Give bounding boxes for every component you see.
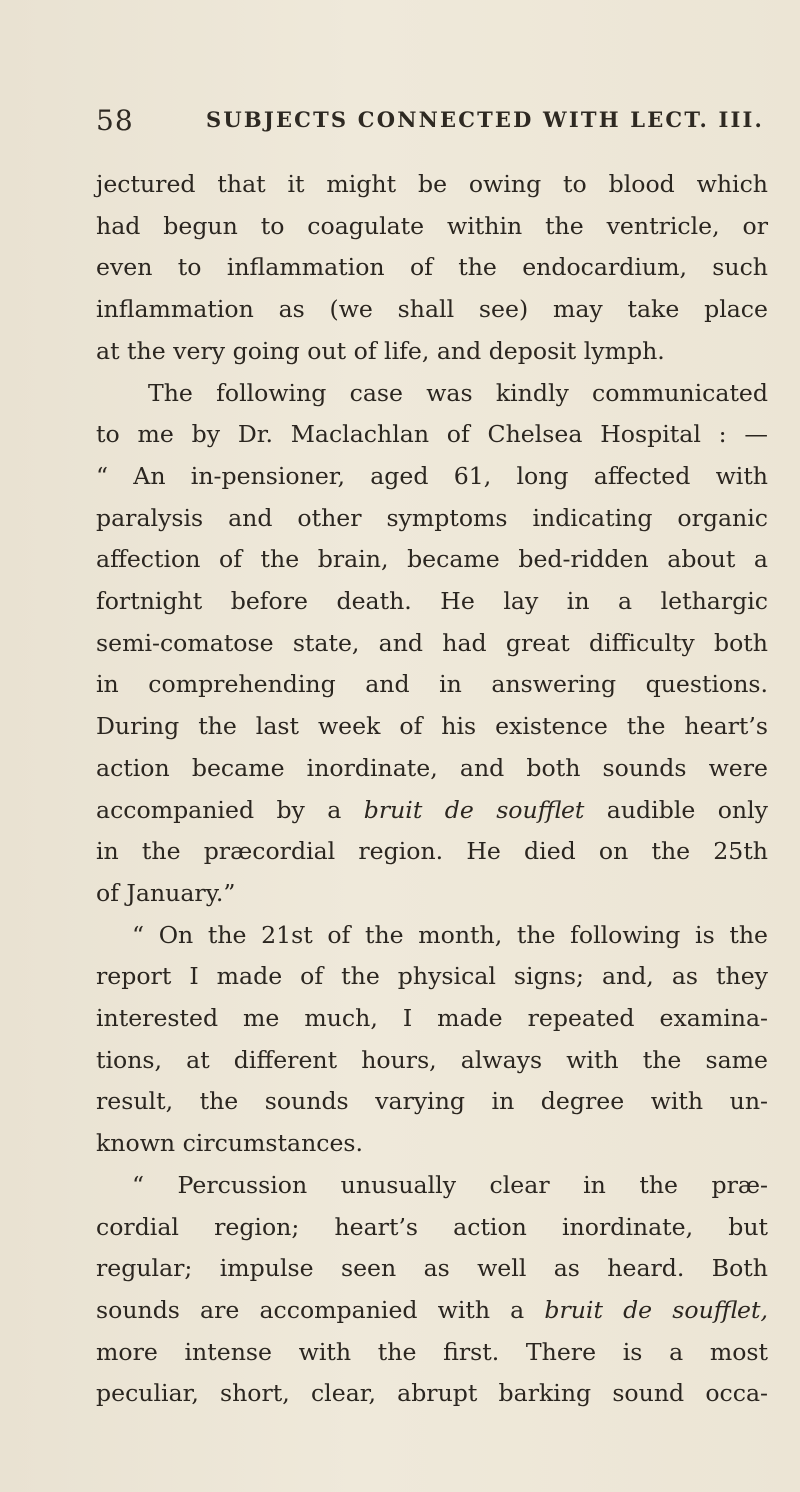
text-line: “ Percussion unusually clear in the præ- — [132, 1170, 768, 1199]
body-text — [96, 164, 768, 1415]
text-line: inflammation as (we shall see) may take place — [96, 295, 768, 324]
text-line: known circumstances. — [96, 1129, 364, 1158]
text-line: at the very going out of life, and deposit lymph. — [96, 336, 665, 365]
text-line: fortnight before death. He lay in a lethargic — [96, 587, 768, 616]
text-line: peculiar, short, clear, abrupt barking sound occa- — [96, 1379, 768, 1408]
text-line: to me by Dr. Maclachlan of Chelsea Hospital : — — [96, 420, 768, 449]
text-line: affection of the brain, became bed-ridden about a — [96, 545, 768, 574]
text-line: even to inflammation of the endocardium, such — [96, 253, 768, 282]
text-line: “ On the 21st of the month, the following is the — [132, 920, 768, 949]
text-line: During the last week of his existence the heart’s — [96, 712, 768, 741]
text-line: The following case was kindly communicated — [148, 378, 768, 407]
italic-phrase: bruit de soufflet — [363, 795, 585, 824]
page-header — [96, 104, 764, 144]
text-line: of January.” — [96, 878, 236, 907]
italic-phrase: bruit de soufflet, — [544, 1295, 768, 1324]
text-line: cordial region; heart’s action inordinate, but — [96, 1212, 768, 1241]
text-line: paralysis and other symptoms indicating organic — [96, 503, 768, 532]
text-line — [96, 790, 768, 832]
text-line: in comprehending and in answering questions. — [96, 670, 768, 699]
text-line: in the præcordial region. He died on the 25th — [96, 837, 768, 866]
text-line: more intense with the first. There is a most — [96, 1337, 768, 1366]
text-fragment: accompanied by a — [96, 795, 364, 824]
text-line: interested me much, I made repeated examina- — [96, 1004, 768, 1033]
text-line: report I made of the physical signs; and, as they — [96, 962, 768, 991]
text-line: “ An in-pensioner, aged 61, long affected with — [96, 461, 768, 490]
page-number: 58 — [96, 104, 134, 137]
text-line: semi-comatose state, and had great difficulty both — [96, 628, 768, 657]
text-line — [96, 1290, 768, 1332]
text-fragment: sounds are accompanied with a — [96, 1295, 545, 1324]
text-line: jectured that it might be owing to blood which — [96, 170, 768, 198]
text-line: had begun to coagulate within the ventricle, or — [96, 211, 768, 240]
text-line: action became inordinate, and both sounds were — [96, 753, 768, 782]
text-line: result, the sounds varying in degree with un- — [96, 1087, 768, 1116]
running-title: SUBJECTS CONNECTED WITH LECT. III. — [206, 107, 765, 132]
text-line: regular; impulse seen as well as heard. Both — [96, 1254, 768, 1283]
text-line: tions, at different hours, always with the same — [96, 1045, 768, 1074]
text-fragment: audible only — [584, 795, 768, 824]
